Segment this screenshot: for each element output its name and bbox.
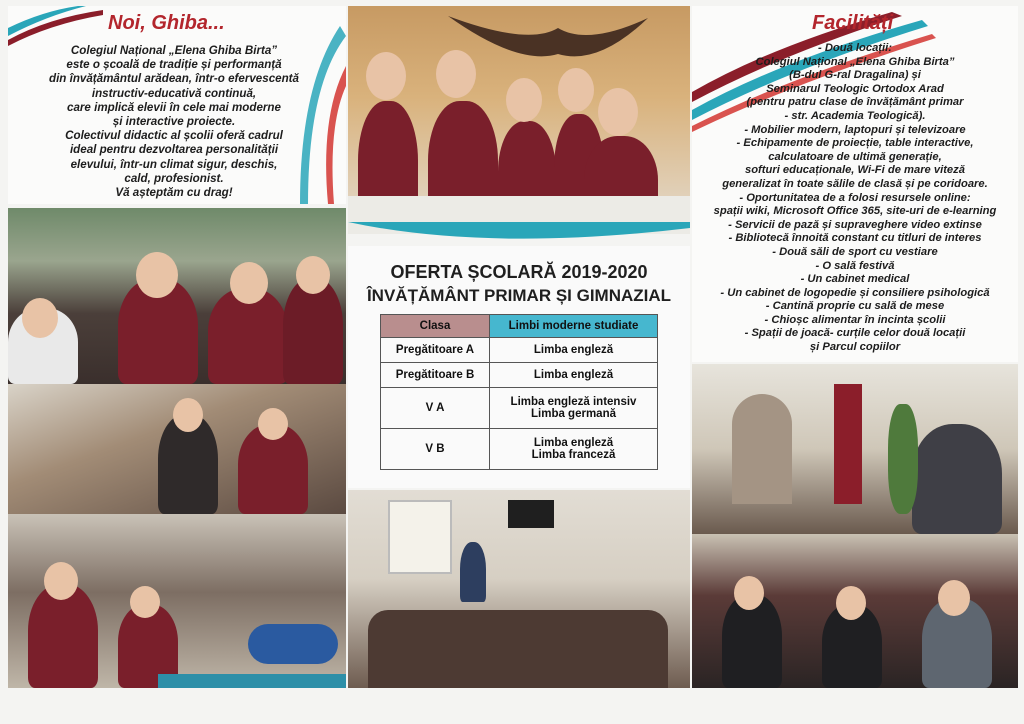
header-clasa: Clasa [381,315,490,338]
facility-line: - str. Academia Teologică). [784,109,926,122]
lang-line: Limba germană [531,408,616,420]
photo-students-lab [348,6,690,234]
staff-line: ideal pentru dezvoltarea personalității [69,143,279,157]
tv-screen [508,500,554,528]
staff-line: elevului, într-un climat sigur, deschis, [70,157,278,171]
left-panel [8,6,346,204]
facility-line: - Echipamente de proiecție, table interactive, [736,137,974,150]
facility-line: softuri educaționale, Wi-Fi de mare viteză [745,164,965,177]
offer-panel [348,246,690,488]
facility-line: calculatoare de ultimă generație, [768,150,942,163]
intro-line: din învățământul arădean, într-o efervescentă [49,72,299,86]
facility-line: și Parcul copiilor [809,341,901,354]
intro-line: instructiv-educativă continuă, [91,86,257,100]
cell-limbi [490,429,658,470]
facility-line: generalizat în toate sălile de clasă și pe coridoare. [722,177,988,190]
photo-gym-and-drawing [8,514,346,688]
cell-clasa: Pregătitoare A [381,338,490,363]
facility-line: - Chioșc alimentar în incinta școlii [764,313,946,326]
facility-line: (pentru patru clase de învățământ primar [746,96,964,109]
staff-line: Colectivul didactic al școlii oferă cadrul [65,129,283,143]
cell-clasa: Pregătitoare B [381,363,490,388]
facility-line: spații wiki, Microsoft Office 365, site-uri de e-learning [713,205,997,218]
facility-line: - Spații de joacă- curțile celor două locații [744,327,966,340]
facility-line: - Un cabinet de logopedie și consiliere psihologică [720,286,990,299]
cell-clasa: V A [381,388,490,429]
door-shape [834,384,862,504]
header-limbi: Limbi moderne studiate [490,315,658,338]
facility-line: - O sală festivă [815,259,895,272]
arch-shape [732,394,792,504]
lang-line: Limba engleză intensiv [510,396,637,408]
facility-line: - Două locații: [818,42,892,54]
welcome-line: Vă așteptăm cu drag! [115,186,233,200]
cell-limbi: Limba engleză [490,363,658,388]
left-text-block [38,44,310,200]
left-title: Noi, Ghiba... [108,12,225,34]
plant-shape [888,404,918,514]
photo-classroom-lesson [348,490,690,688]
photo-students-hallway [8,208,346,384]
facility-line: - Oportunitatea de a folosi resursele online: [739,191,971,204]
staff-line: cald, profesionist. [124,171,224,185]
facility-line: - Bibliotecă înnoită constant cu titluri de interes [728,232,982,245]
offer-title-line1: OFERTA ȘCOLARĂ 2019-2020 [390,262,648,282]
table-row [381,388,658,429]
intro-line: este o școală de tradiție și performanță [66,58,282,72]
photo-classroom-students [8,384,346,514]
table-row [381,429,658,470]
facility-line: - Servicii de pază și supraveghere video extinse [728,218,982,231]
intro-line: Colegiul Național „Elena Ghiba Birta” [70,44,278,57]
table-row [381,363,658,388]
cell-limbi: Limba engleză [490,338,658,363]
cell-limbi [490,388,658,429]
table-row [381,338,658,363]
window-shape [388,500,452,574]
facility-line: - Mobilier modern, laptopuri și televizoare [744,123,966,136]
facility-line: Colegiul Național „Elena Ghiba Birta” [755,55,955,68]
facility-line: - Un cabinet medical [800,273,910,286]
facilities-list [692,42,1018,355]
facility-line: (B-dul G-ral Dragalina) și [789,69,921,82]
intro-line: și interactive proiecte. [112,115,236,129]
photo-auditorium-students [692,534,1018,688]
right-title: Facilități [812,12,894,34]
photo-school-corridor [692,364,1018,534]
offer-title-line2: ÎNVĂȚĂMÂNT PRIMAR ȘI GIMNAZIAL [366,286,672,305]
facility-line: - Două săli de sport cu vestiare [772,245,938,258]
right-panel [692,6,1018,362]
facility-line: - Cantină proprie cu sală de mese [765,300,945,313]
offer-table [380,314,658,470]
lang-line: Limba engleză [533,437,614,449]
intro-line: care implică elevii în cele mai moderne [67,100,281,114]
facility-line: Seminarul Teologic Ortodox Arad [766,82,944,95]
offer-table-header [381,315,658,338]
cell-clasa: V B [381,429,490,470]
lang-line: Limba franceză [531,449,616,461]
